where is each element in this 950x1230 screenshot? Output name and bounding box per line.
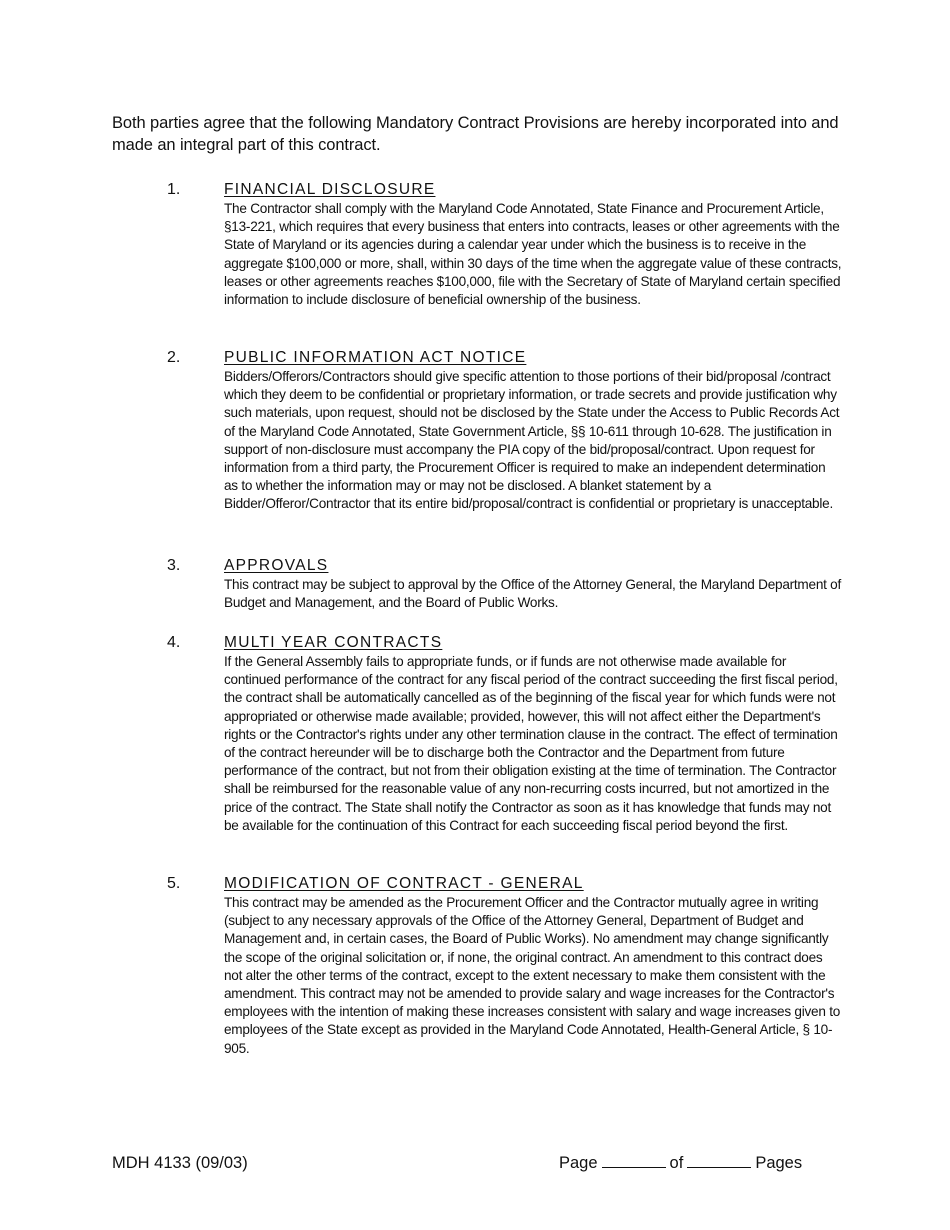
section-number: 2. xyxy=(167,349,181,366)
section-number: 1. xyxy=(167,181,181,198)
section-body: Bidders/Offerors/Contractors should give specific attention to those portions of their bid/proposal /contract which they deem to be confidential or proprietary information, or trade secrets and provide justification why such materials, upon request, should not be disclosed by the State under the Access to Public Records Act of the Maryland Code Annotated, State Government Article, §§ 10-611 through 10-628. The justification in support of non-disclosure must accompany the PIA copy of the bid/proposal/contract. Upon request for information from a third party, the Procurement Officer is required to make an independent determination as to whether the information may or may not be disclosed. A blanket statement by a Bidder/Offeror/Contractor that its entire bid/proposal/contract is confidential or proprietary is unacceptable. xyxy=(224,369,840,512)
section-body: The Contractor shall comply with the Maryland Code Annotated, State Finance and Procurement Article, §13-221, which requires that every business that enters into contracts, leases or other agreements with the State of Maryland or its agencies during a calendar year under which the business is to receive in the aggregate $100,000 or more, shall, within 30 days of the time when the aggregate value of these contracts, leases or other agreements reaches $100,000, file with the Secretary of State of Maryland certain specified information to include disclosure of beneficial ownership of the business. xyxy=(224,201,842,308)
form-id: MDH 4133 (09/03) xyxy=(112,1154,248,1172)
of-label: of xyxy=(669,1154,684,1172)
section-body: If the General Assembly fails to appropriate funds, or if funds are not otherwise made available for continued performance of the contract for any fiscal period of the contract succeeding the first fiscal period, the contract shall be automatically cancelled as of the beginning of the fiscal year for which funds were not appropriated or otherwise made available; provided, however, this will not affect either the Department's rights or the Contractor's rights under any other termination clause in the contract. The effect of termination of the contract hereunder will be to discharge both the Contractor and the Department from future performance of the contract, but not from their obligation existing at the time of termination. The Contractor shall be reimbursed for the reasonable value of any non-recurring costs incurred, but not amortized in the price of the contract. The State shall notify the Contractor as soon as it has knowledge that funds may not be available for the continuation of this Contract for each succeeding fiscal period beyond the first. xyxy=(224,654,838,833)
total-pages-blank xyxy=(687,1153,751,1168)
section-heading: APPROVALS xyxy=(224,557,329,574)
page-counter xyxy=(559,1152,802,1174)
section-heading: MODIFICATION OF CONTRACT - GENERAL xyxy=(224,875,584,892)
section-heading: MULTI YEAR CONTRACTS xyxy=(224,634,443,651)
section-number: 5. xyxy=(167,875,181,892)
section-body: This contract may be subject to approval by the Office of the Attorney General, the Maryland Department of Budget and Management, and the Board of Public Works. xyxy=(224,577,842,611)
page-label: Page xyxy=(559,1154,598,1172)
pages-label: Pages xyxy=(755,1154,803,1172)
section-number: 4. xyxy=(167,634,181,651)
intro-paragraph: Both parties agree that the following Mandatory Contract Provisions are hereby incorporated into and made an integral part of this contract. xyxy=(112,114,839,154)
section-heading: FINANCIAL DISCLOSURE xyxy=(224,181,436,198)
section-number: 3. xyxy=(167,557,181,574)
section-heading: PUBLIC INFORMATION ACT NOTICE xyxy=(224,349,527,366)
page-number-blank xyxy=(602,1153,666,1168)
section-body: This contract may be amended as the Procurement Officer and the Contractor mutually agree in writing (subject to any necessary approvals of the Office of the Attorney General, Department of Budget and Management and, in certain cases, the Board of Public Works). No amendment may change significantly the scope of the original solicitation or, if none, the original contract. An amendment to this contract does not alter the other terms of the contract, except to the extent necessary to make them consistent with the amendment. This contract may not be amended to provide salary and wage increases for the Contractor's employees with the intention of making these increases consistent with salary and wage increases given to employees of the State except as provided in the Maryland Code Annotated, Health-General Article, § 10-905. xyxy=(224,895,841,1056)
